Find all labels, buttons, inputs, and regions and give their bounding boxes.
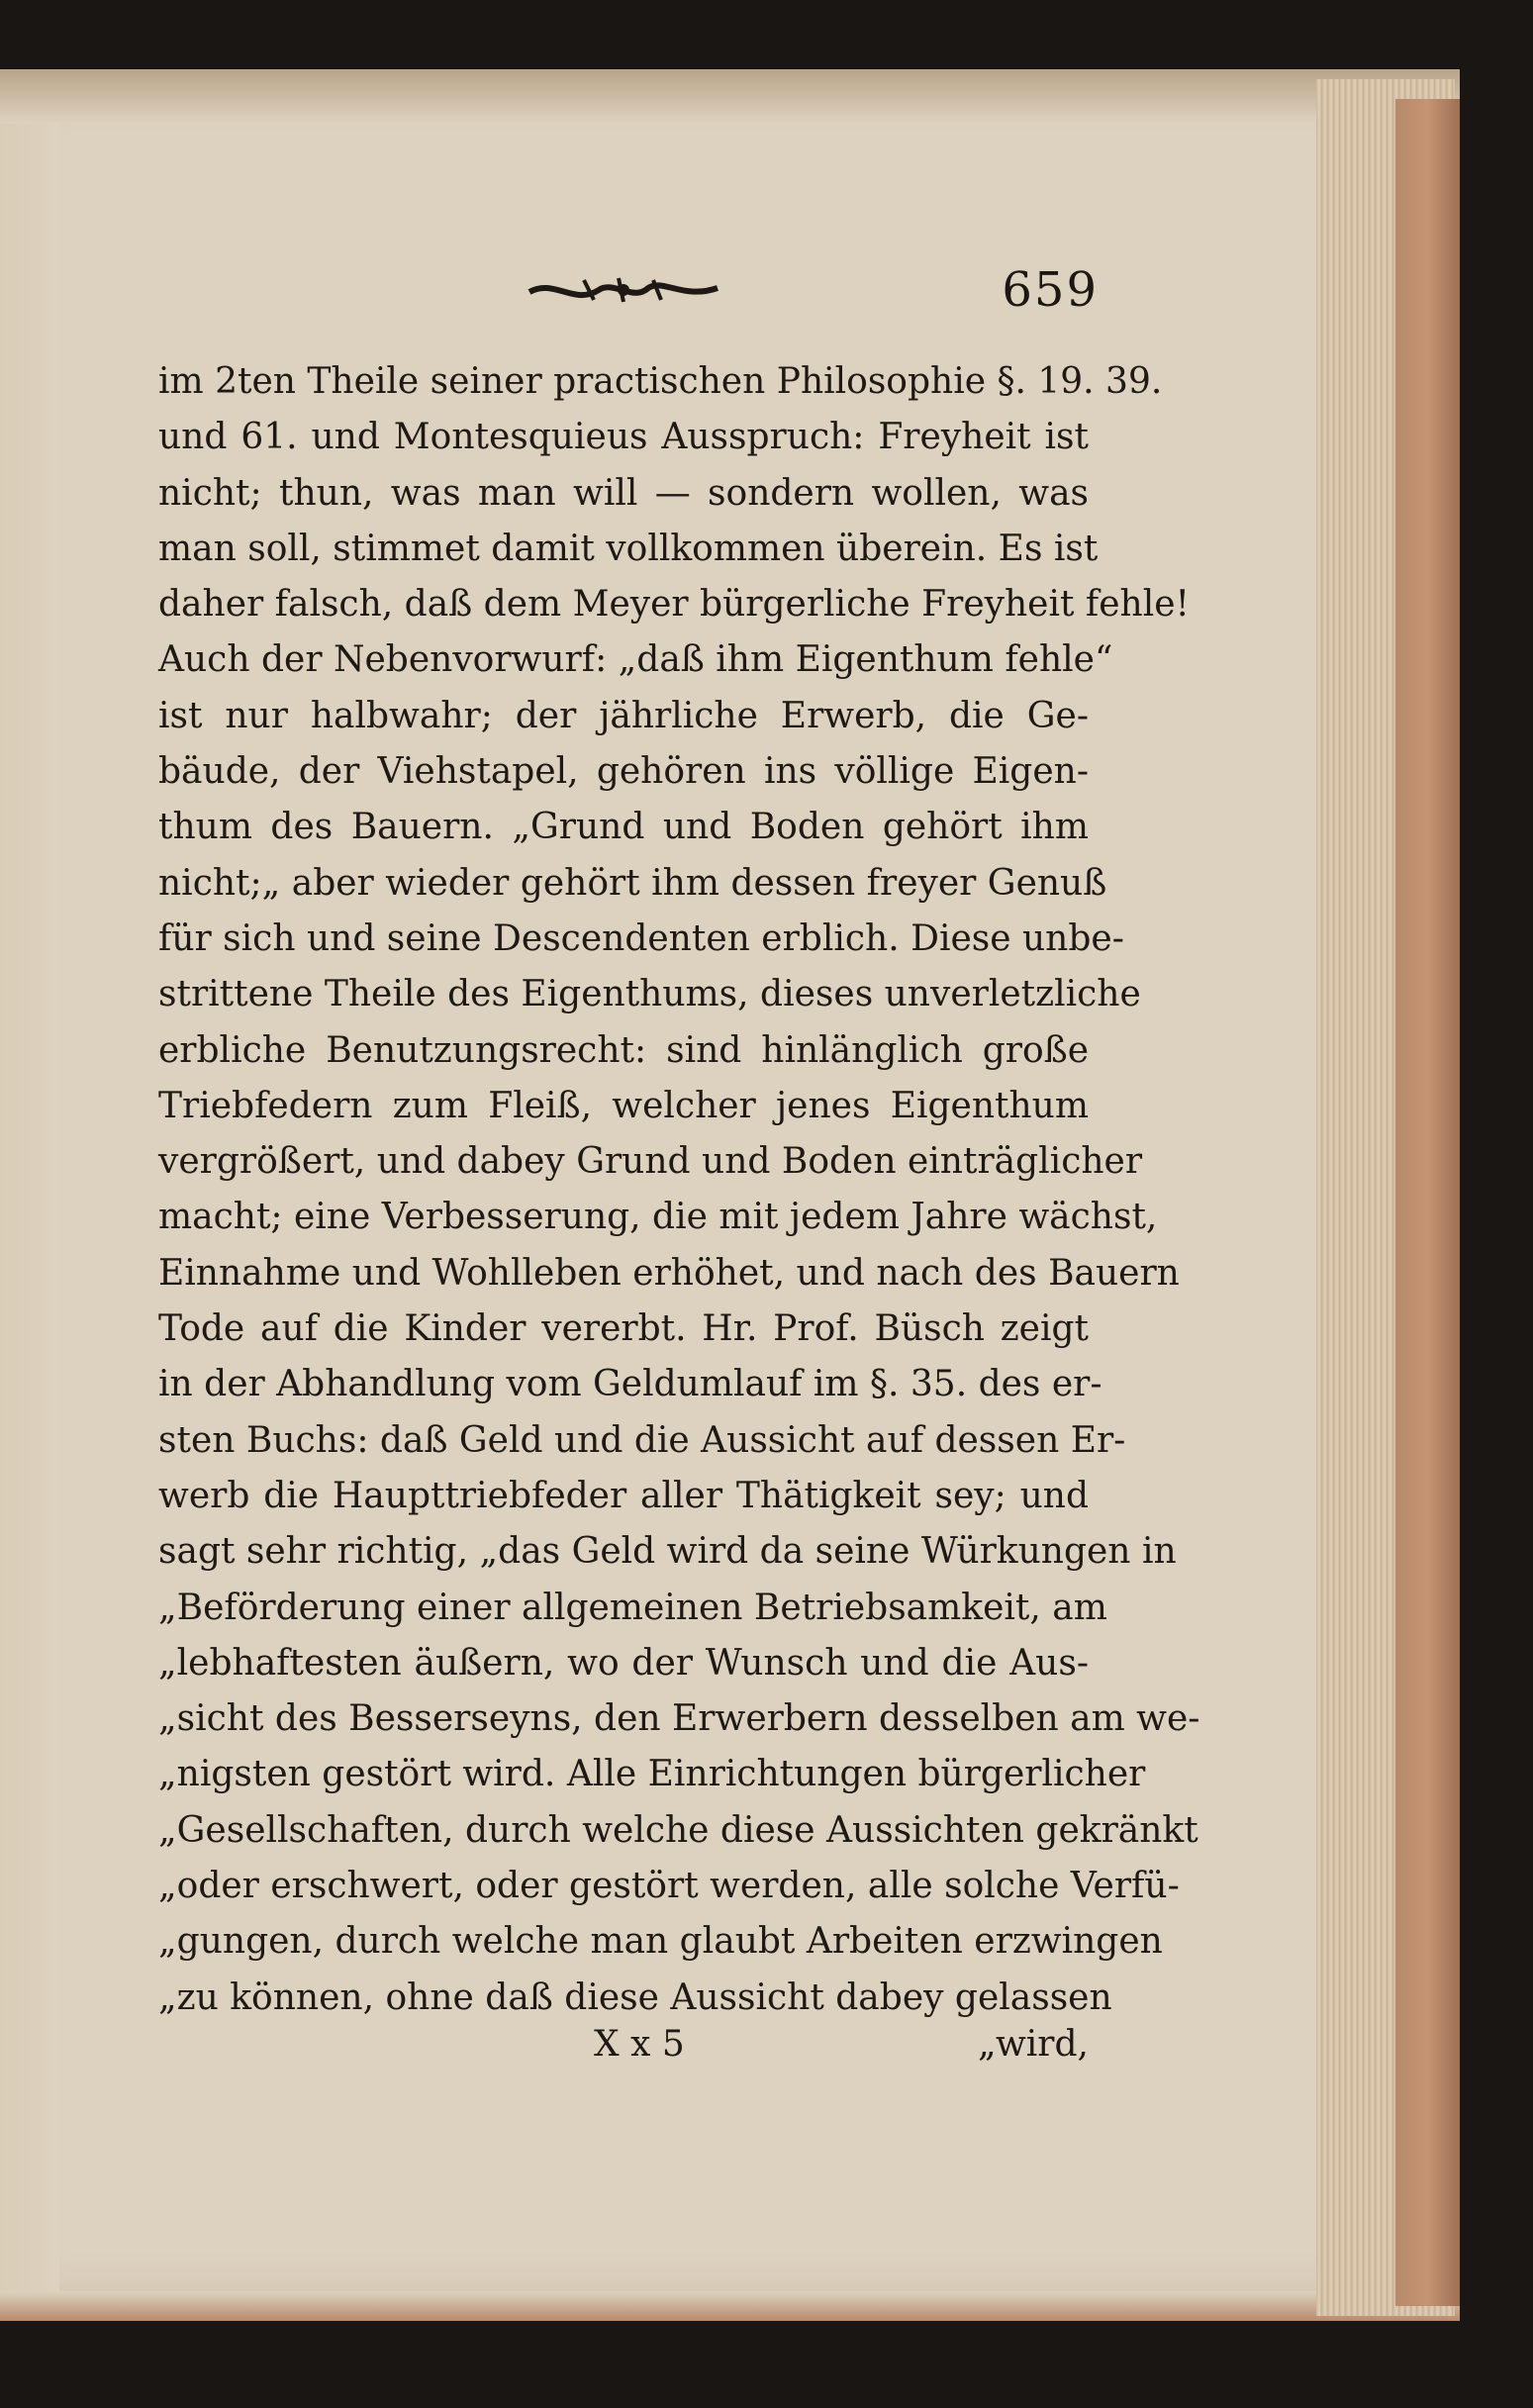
- text-line: Auch der Nebenvorwurf: „daß ihm Eigenthum fehle“: [158, 639, 1113, 681]
- text-line: „zu können, ohne daß diese Aussicht dabey gelassen: [158, 1976, 1112, 2018]
- text-line: in der Abhandlung vom Geldumlauf im §. 35. des er-: [158, 1364, 1102, 1405]
- text-line: Tode auf die Kinder vererbt. Hr. Prof. Büsch zeigt: [158, 1308, 1089, 1350]
- book-fore-edge: [1395, 99, 1460, 2306]
- page-footer: [158, 2024, 1089, 2083]
- text-line: vergrößert, und dabey Grund und Boden einträglicher: [158, 1141, 1143, 1183]
- text-line: sagt sehr richtig, „das Geld wird da seine Würkungen in: [158, 1531, 1177, 1573]
- page-top-edge: [0, 69, 1460, 124]
- text-line: „oder erschwert, oder gestört werden, alle solche Verfü-: [158, 1866, 1180, 1907]
- text-line: bäude, der Viehstapel, gehören ins völlige Eigen-: [158, 751, 1089, 793]
- text-line: „gungen, durch welche man glaubt Arbeiten erzwingen: [158, 1921, 1163, 1963]
- header-ornament-icon: [525, 270, 722, 310]
- text-line: „nigsten gestört wird. Alle Einrichtungen bürgerlicher: [158, 1754, 1146, 1795]
- text-line: „sicht des Besserseyns, den Erwerbern desselben am we-: [158, 1698, 1200, 1740]
- text-line: erbliche Benutzungsrecht: sind hinlänglich große: [158, 1029, 1089, 1071]
- text-line: und 61. und Montesquieus Ausspruch: Freyheit ist: [158, 417, 1089, 458]
- text-line: ist nur halbwahr; der jährliche Erwerb, die Ge-: [158, 695, 1089, 736]
- text-line: „lebhaftesten äußern, wo der Wunsch und die Aus-: [158, 1642, 1089, 1684]
- text-line: strittene Theile des Eigenthums, dieses unverletzliche: [158, 974, 1141, 1015]
- text-line: Triebfedern zum Fleiß, welcher jenes Eigenthum: [158, 1085, 1089, 1126]
- text-line: macht; eine Verbesserung, die mit jedem Jahre wächst,: [158, 1197, 1158, 1238]
- page-gutter: [0, 69, 59, 2316]
- text-line: daher falsch, daß dem Meyer bürgerliche Freyheit fehle!: [158, 584, 1191, 626]
- catchword: „wird,: [977, 2024, 1089, 2065]
- text-line: im 2ten Theile seiner practischen Philosophie §. 19. 39.: [158, 361, 1163, 402]
- text-line: werb die Haupttriebfeder aller Thätigkeit sey; und: [158, 1475, 1089, 1516]
- text-line: „Gesellschaften, durch welche diese Aussichten gekränkt: [158, 1809, 1198, 1851]
- text-line: „Beförderung einer allgemeinen Betriebsamkeit, am: [158, 1587, 1107, 1628]
- page-header: [158, 262, 1099, 322]
- page-number: 659: [1002, 262, 1099, 318]
- text-line: sten Buchs: daß Geld und die Aussicht auf dessen Er-: [158, 1419, 1126, 1461]
- body-text: [158, 354, 1200, 2026]
- text-line: Einnahme und Wohlleben erhöhet, und nach des Bauern: [158, 1252, 1180, 1294]
- page-bottom-edge: [0, 2291, 1460, 2321]
- signature-mark: X x 5: [594, 2024, 685, 2065]
- text-line: thum des Bauern. „Grund und Boden gehört ihm: [158, 807, 1089, 848]
- text-line: für sich und seine Descendenten erblich. Diese unbe-: [158, 917, 1124, 959]
- text-line: nicht;„ aber wieder gehört ihm dessen freyer Genuß: [158, 862, 1107, 904]
- text-line: nicht; thun, was man will — sondern wollen, was: [158, 472, 1089, 514]
- text-line: man soll, stimmet damit vollkommen überein. Es ist: [158, 528, 1099, 569]
